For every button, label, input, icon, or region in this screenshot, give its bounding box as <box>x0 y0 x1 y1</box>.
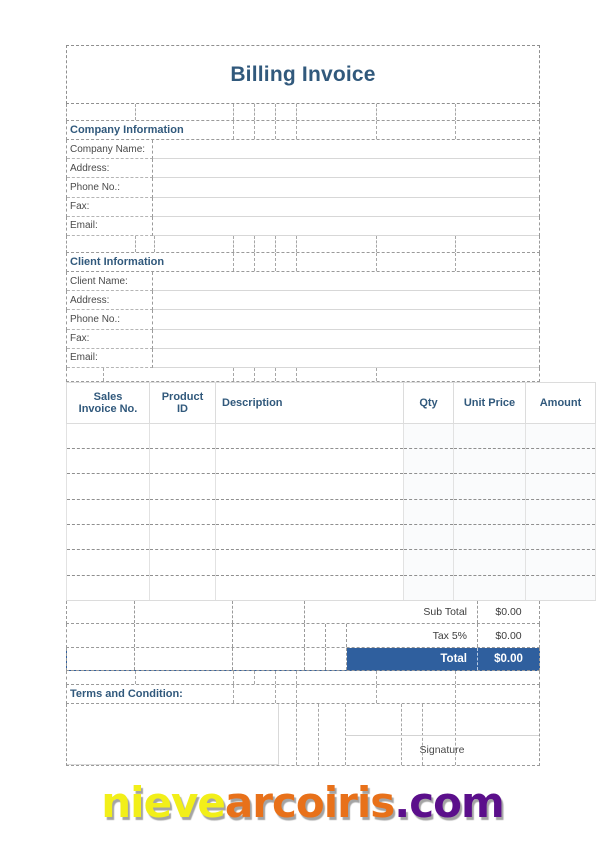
grid-spacer-row <box>66 104 540 121</box>
field-label: Fax: <box>67 198 153 217</box>
grid-column-divider <box>376 104 377 120</box>
field-row-client-email <box>66 349 540 368</box>
totals-row-grand-total <box>66 648 540 672</box>
grid-column-divider <box>455 253 456 271</box>
cell-product-id[interactable] <box>150 449 216 474</box>
invoice-items-table <box>66 382 596 601</box>
tax-label: Tax 5% <box>347 624 478 647</box>
company-address-input[interactable] <box>153 159 539 178</box>
column-header-product-id <box>150 382 216 423</box>
signature-label: Signature <box>419 744 465 757</box>
totals-pad-cell <box>135 648 233 671</box>
totals-pad-cell <box>326 624 347 647</box>
header-line-2: Invoice No. <box>78 402 138 415</box>
grid-column-divider <box>103 368 104 381</box>
grid-spacer-row <box>66 236 540 253</box>
company-name-input[interactable] <box>153 140 539 159</box>
client-email-input[interactable] <box>153 349 539 368</box>
totals-pad-cell <box>233 624 305 647</box>
grid-column-divider <box>233 121 234 139</box>
grid-column-divider <box>275 253 276 271</box>
cell-sales-invoice-no[interactable] <box>67 423 150 448</box>
client-name-input[interactable] <box>153 272 539 291</box>
field-row-client-phone <box>66 310 540 329</box>
cell-description[interactable] <box>216 449 404 474</box>
cell-amount[interactable] <box>526 499 596 524</box>
cell-description[interactable] <box>216 423 404 448</box>
field-row-client-address <box>66 291 540 310</box>
totals-pad-cell <box>233 601 305 624</box>
header-line-1: Product <box>161 390 204 403</box>
cell-description[interactable] <box>216 550 404 575</box>
cell-qty[interactable] <box>404 449 454 474</box>
cell-sales-invoice-no[interactable] <box>67 474 150 499</box>
grid-column-divider <box>135 671 136 684</box>
totals-pad-cell <box>305 624 326 647</box>
grid-column-divider <box>455 121 456 139</box>
watermark-part-1: nieve <box>101 778 225 827</box>
grid-column-divider <box>296 368 297 381</box>
cell-amount[interactable] <box>526 525 596 550</box>
grid-column-divider <box>455 671 456 684</box>
field-label: Address: <box>67 291 153 310</box>
cell-product-id[interactable] <box>150 525 216 550</box>
cell-qty[interactable] <box>404 423 454 448</box>
grid-column-divider <box>254 368 255 381</box>
cell-unit-price[interactable] <box>454 423 526 448</box>
cell-product-id[interactable] <box>150 550 216 575</box>
company-phone-input[interactable] <box>153 178 539 197</box>
cell-product-id[interactable] <box>150 423 216 448</box>
invoice-items-body <box>67 423 596 600</box>
field-row-company-email <box>66 217 540 236</box>
grid-column-divider <box>254 253 255 271</box>
field-label: Client Name: <box>67 272 153 291</box>
cell-unit-price[interactable] <box>454 550 526 575</box>
client-fax-input[interactable] <box>153 330 539 349</box>
header-line-2: ID <box>177 402 188 415</box>
field-row-client-fax <box>66 330 540 349</box>
grid-column-divider <box>275 121 276 139</box>
grid-column-divider <box>296 121 297 139</box>
grid-column-divider <box>254 121 255 139</box>
header-line-1: Sales <box>93 390 123 403</box>
invoice-sheet <box>66 45 582 757</box>
grid-column-divider <box>254 104 255 120</box>
grid-column-divider <box>376 685 377 703</box>
terms-and-condition-textarea[interactable] <box>67 704 279 765</box>
site-watermark-logo <box>0 778 605 827</box>
grid-column-divider <box>296 104 297 120</box>
grid-column-divider <box>275 236 276 252</box>
field-label: Fax: <box>67 330 153 349</box>
totals-row-subtotal <box>66 601 540 625</box>
field-label: Email: <box>67 349 153 368</box>
field-label: Phone No.: <box>67 310 153 329</box>
subtotal-value: $0.00 <box>495 606 522 619</box>
field-row-company-name <box>66 140 540 159</box>
grid-column-divider <box>376 368 377 381</box>
totals-pad-cell <box>326 648 347 671</box>
terms-signature-area <box>66 704 540 766</box>
tax-value: $0.00 <box>495 629 522 642</box>
grid-column-divider <box>376 121 377 139</box>
cell-sales-invoice-no[interactable] <box>67 499 150 524</box>
grid-column-divider <box>254 671 255 684</box>
grid-column-divider <box>233 671 234 684</box>
cell-unit-price[interactable] <box>454 525 526 550</box>
totals-pad-cell <box>135 601 233 624</box>
grid-column-divider <box>154 236 155 252</box>
cell-unit-price[interactable] <box>454 499 526 524</box>
terms-and-condition-heading <box>66 685 540 704</box>
totals-pad-cell <box>135 624 233 647</box>
watermark-part-3: .com <box>394 778 504 827</box>
cell-qty[interactable] <box>404 550 454 575</box>
cell-unit-price[interactable] <box>454 575 526 600</box>
field-label: Address: <box>67 159 153 178</box>
cell-amount[interactable] <box>526 423 596 448</box>
field-label: Phone No.: <box>67 178 153 197</box>
grid-column-divider <box>135 236 136 252</box>
totals-row-tax <box>66 624 540 648</box>
grid-column-divider <box>254 236 255 252</box>
grid-column-divider <box>296 236 297 252</box>
cell-amount[interactable] <box>526 550 596 575</box>
section-heading-label: Company Information <box>70 124 184 136</box>
grid-column-divider <box>135 104 136 120</box>
grid-column-divider <box>275 104 276 120</box>
grid-column-divider <box>275 671 276 684</box>
column-header-unit-price: Unit Price <box>454 382 526 423</box>
cell-sales-invoice-no[interactable] <box>67 525 150 550</box>
grid-column-divider <box>318 704 319 765</box>
cell-amount[interactable] <box>526 575 596 600</box>
grid-column-divider <box>296 253 297 271</box>
cell-sales-invoice-no[interactable] <box>67 550 150 575</box>
total-value: $0.00 <box>494 653 523 666</box>
table-row[interactable] <box>67 575 596 600</box>
invoice-title-band <box>66 45 540 104</box>
cell-description[interactable] <box>216 474 404 499</box>
cell-qty[interactable] <box>404 474 454 499</box>
page-title: Billing Invoice <box>230 62 376 86</box>
grid-column-divider <box>376 253 377 271</box>
company-email-input[interactable] <box>153 217 539 236</box>
table-row[interactable] <box>67 550 596 575</box>
signature-line <box>345 735 539 736</box>
company-fax-input[interactable] <box>153 198 539 217</box>
cell-description[interactable] <box>216 575 404 600</box>
table-row[interactable] <box>67 499 596 524</box>
cell-description[interactable] <box>216 499 404 524</box>
field-row-company-phone <box>66 178 540 197</box>
column-header-description: Description <box>216 382 404 423</box>
section-heading-label: Client Information <box>70 255 165 268</box>
subtotal-label: Sub Total <box>305 601 478 624</box>
cell-sales-invoice-no[interactable] <box>67 575 150 600</box>
totals-pad-cell <box>67 624 135 647</box>
cell-qty[interactable] <box>404 575 454 600</box>
grid-column-divider <box>233 368 234 381</box>
cell-product-id[interactable] <box>150 474 216 499</box>
grid-column-divider <box>233 104 234 120</box>
cell-sales-invoice-no[interactable] <box>67 449 150 474</box>
cell-amount[interactable] <box>526 474 596 499</box>
cell-product-id[interactable] <box>150 499 216 524</box>
grid-column-divider <box>296 704 297 765</box>
grid-column-divider <box>455 104 456 120</box>
column-header-qty: Qty <box>404 382 454 423</box>
table-row[interactable] <box>67 474 596 499</box>
client-information-heading <box>66 253 540 272</box>
field-label: Email: <box>67 217 153 236</box>
grid-column-divider <box>275 685 276 703</box>
column-header-amount: Amount <box>526 382 596 423</box>
table-header-row <box>67 382 596 423</box>
cell-description[interactable] <box>216 525 404 550</box>
table-row[interactable] <box>67 525 596 550</box>
grid-spacer-row <box>66 368 540 382</box>
grid-column-divider <box>455 236 456 252</box>
field-row-company-address <box>66 159 540 178</box>
field-label: Company Name: <box>67 140 153 159</box>
grid-column-divider <box>455 685 456 703</box>
table-row[interactable] <box>67 423 596 448</box>
grid-column-divider <box>376 236 377 252</box>
totals-pad-cell <box>305 648 326 671</box>
cell-qty[interactable] <box>404 525 454 550</box>
cell-amount[interactable] <box>526 449 596 474</box>
totals-pad-cell <box>67 648 135 671</box>
grid-column-divider <box>376 671 377 684</box>
table-row[interactable] <box>67 449 596 474</box>
field-row-client-name <box>66 272 540 291</box>
grid-column-divider <box>296 685 297 703</box>
grid-column-divider <box>275 368 276 381</box>
total-label: Total <box>347 648 478 671</box>
cell-qty[interactable] <box>404 499 454 524</box>
client-phone-input[interactable] <box>153 310 539 329</box>
totals-pad-cell <box>67 601 135 624</box>
cell-unit-price[interactable] <box>454 474 526 499</box>
column-header-sales-invoice-no <box>67 382 150 423</box>
cell-unit-price[interactable] <box>454 449 526 474</box>
field-row-company-fax <box>66 198 540 217</box>
client-address-input[interactable] <box>153 291 539 310</box>
terms-heading-label: Terms and Condition: <box>70 688 183 701</box>
grid-column-divider <box>233 236 234 252</box>
grid-column-divider <box>296 671 297 684</box>
watermark-part-2: arcoiris <box>224 778 395 827</box>
totals-pad-cell <box>233 648 305 671</box>
grid-spacer-row <box>66 671 540 685</box>
grid-column-divider <box>233 253 234 271</box>
grid-column-divider <box>233 685 234 703</box>
cell-product-id[interactable] <box>150 575 216 600</box>
company-information-heading <box>66 121 540 140</box>
